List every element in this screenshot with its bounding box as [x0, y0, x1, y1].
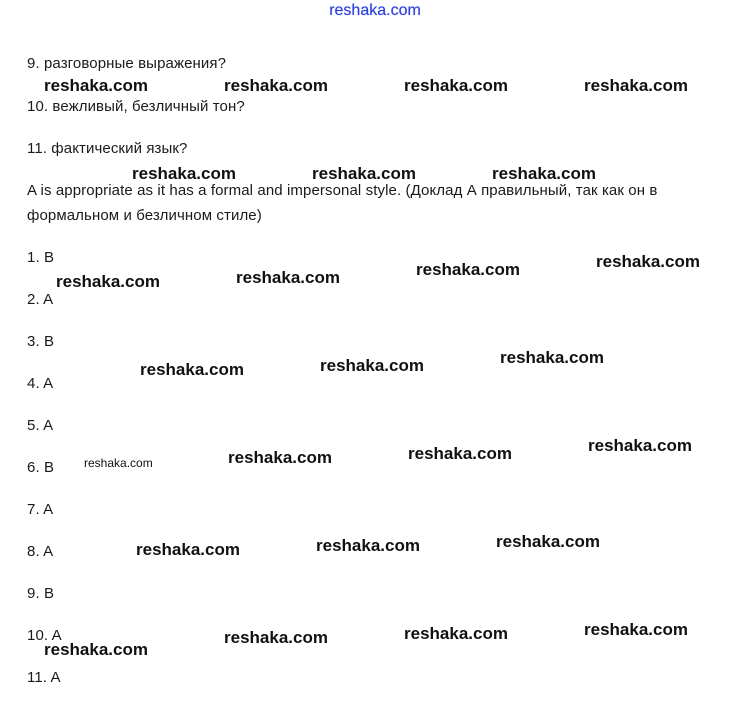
question-10: 10. вежливый, безличный тон?	[27, 98, 245, 115]
watermark: reshaka.com	[136, 540, 240, 559]
answer-9: 9. B	[27, 585, 55, 602]
answer-7: 7. A	[27, 501, 54, 518]
answer-4: 4. A	[27, 375, 54, 392]
watermark: reshaka.com	[588, 436, 692, 455]
watermark: reshaka.com	[496, 532, 600, 551]
watermark: reshaka.com	[584, 620, 688, 639]
watermark: reshaka.com	[316, 536, 420, 555]
answer-8: 8. A	[27, 543, 54, 560]
question-11: 11. фактический язык?	[27, 140, 188, 157]
watermark: reshaka.com	[500, 348, 604, 367]
watermark: reshaka.com	[132, 164, 236, 183]
watermark: reshaka.com	[320, 356, 424, 375]
answer-5: 5. A	[27, 417, 54, 434]
answer-11: 11. A	[27, 669, 61, 686]
watermark: reshaka.com	[596, 252, 700, 271]
watermark: reshaka.com	[584, 76, 688, 95]
watermark: reshaka.com	[140, 360, 244, 379]
watermark: reshaka.com	[224, 628, 328, 647]
watermark: reshaka.com	[492, 164, 596, 183]
answer-1: 1. B	[27, 249, 55, 266]
watermark: reshaka.com	[408, 444, 512, 463]
answer-3: 3. B	[27, 333, 55, 350]
watermark: reshaka.com	[44, 640, 148, 659]
answer-2: 2. A	[27, 291, 54, 308]
answer-6: 6. B	[27, 459, 55, 476]
watermark: reshaka.com	[404, 76, 508, 95]
watermark-small: reshaka.com	[84, 456, 153, 470]
statement-line-1: A is appropriate as it has a formal and impersonal style. (Доклад А правильный, так как он в	[27, 182, 658, 199]
watermark: reshaka.com	[312, 164, 416, 183]
watermark: reshaka.com	[228, 448, 332, 467]
watermark: reshaka.com	[224, 76, 328, 95]
watermark: reshaka.com	[416, 260, 520, 279]
watermark: reshaka.com	[56, 272, 160, 291]
watermark: reshaka.com	[236, 268, 340, 287]
watermark: reshaka.com	[44, 76, 148, 95]
question-9: 9. разговорные выражения?	[27, 55, 227, 72]
answer-10: 10. A	[27, 627, 62, 644]
site-header-link[interactable]: reshaka.com	[329, 2, 421, 19]
statement-line-2: формальном и безличном стиле)	[27, 207, 262, 224]
watermark: reshaka.com	[404, 624, 508, 643]
